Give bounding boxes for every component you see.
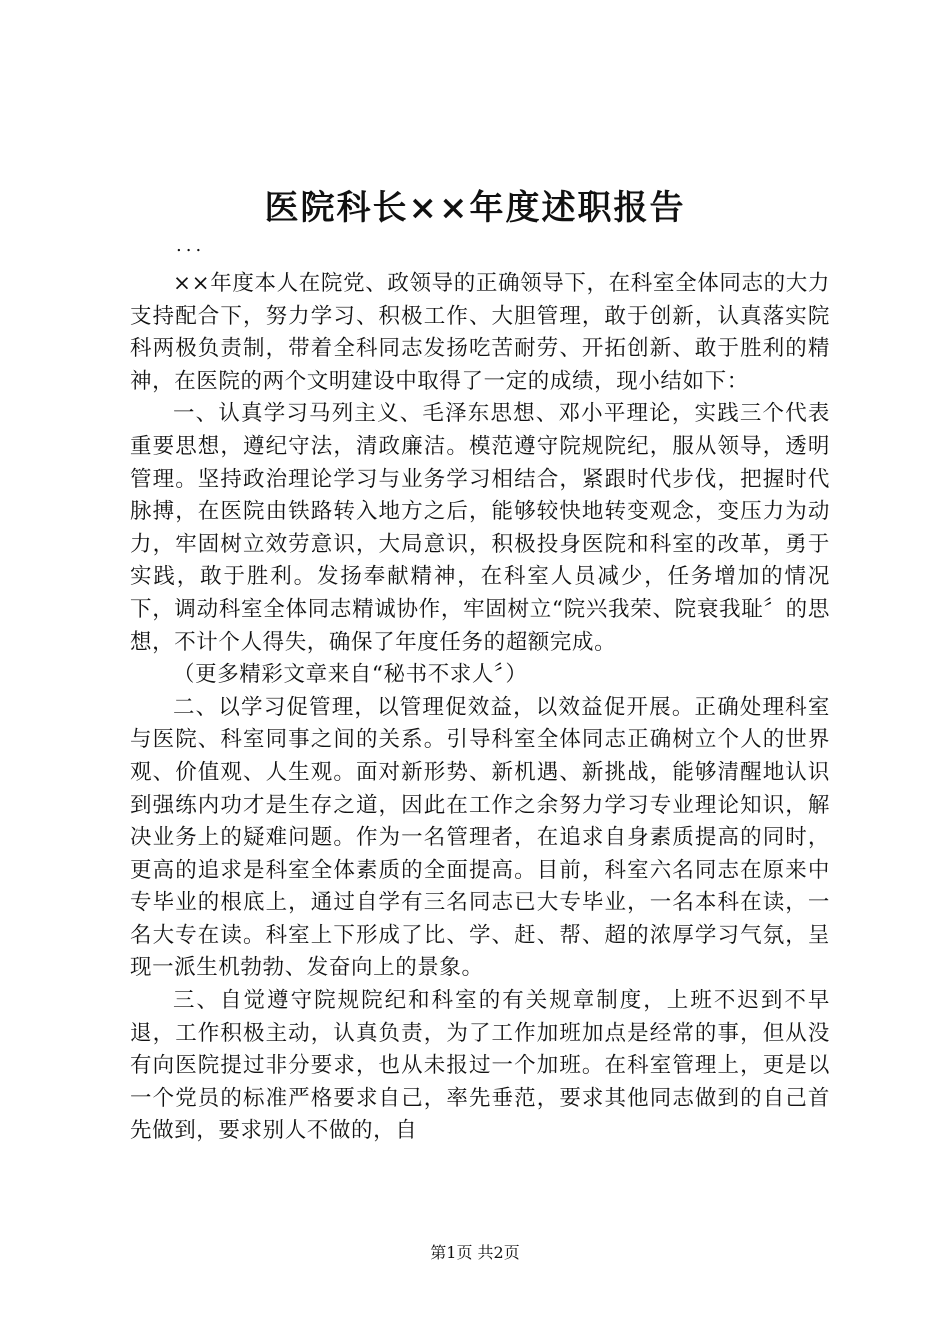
- paragraph-section-3: 三、自觉遵守院规院纪和科室的有关规章制度，上班不迟到不早退，工作积极主动，认真负责，为了工作加班加点是经常的事，但从没有向医院提过非分要求，也从未报过一个加班。在科室管理上，更是以一个党员的标准严格要求自己，率先垂范，要求其他同志做到的自己首先做到，要求别人不做的，自: [130, 988, 830, 1144]
- ellipsis-marker: ...: [176, 235, 206, 256]
- page-footer: 第1页 共2页: [430, 1243, 520, 1262]
- paragraph-note: （更多精彩文章来自“秘书不求人〞）: [173, 662, 528, 688]
- paragraph-intro: ××年度本人在院党、政领导的正确领导下，在科室全体同志的大力支持配合下，努力学习、积极工作、大胆管理，敢于创新，认真落实院科两极负责制，带着全科同志发扬吃苦耐劳、开拓创新、敢于胜利的精神，在医院的两个文明建设中取得了一定的成绩，现小结如下：: [130, 271, 830, 394]
- document-title: 医院科长××年度述职报告: [264, 188, 686, 228]
- paragraph-section-2: 二、以学习促管理，以管理促效益，以效益促开展。正确处理科室与医院、科室同事之间的关系。引导科室全体同志正确树立个人的世界观、价值观、人生观。面对新形势、新机遇、新挑战，能够清醒地认识到强练内功才是生存之道，因此在工作之余努力学习专业理论知识，解决业务上的疑难问题。作为一名管理者，在追求自身素质提高的同时，更高的追求是科室全体素质的全面提高。目前，科室六名同志在原来中专毕业的根底上，通过自学有三名同志已大专毕业，一名本科在读，一名大专在读。科室上下形成了比、学、赶、帮、超的浓厚学习气氛，呈现一派生机勃勃、发奋向上的景象。: [130, 694, 830, 981]
- document-body: [130, 268, 830, 1148]
- paragraph-section-1: 一、认真学习马列主义、毛泽东思想、邓小平理论，实践三个代表重要思想，遵纪守法，清政廉洁。模范遵守院规院纪，服从领导，透明管理。坚持政治理论学习与业务学习相结合，紧跟时代步伐，把握时代脉搏，在医院由铁路转入地方之后，能够较快地转变观念，变压力为动力，牢固树立效劳意识，大局意识，积极投身医院和科室的改革，勇于实践，敢于胜利。发扬奉献精神，在科室人员减少，任务增加的情况下，调动科室全体同志精诚协作，牢固树立“院兴我荣、院衰我耻〞的思想，不计个人得失，确保了年度任务的超额完成。: [130, 401, 830, 655]
